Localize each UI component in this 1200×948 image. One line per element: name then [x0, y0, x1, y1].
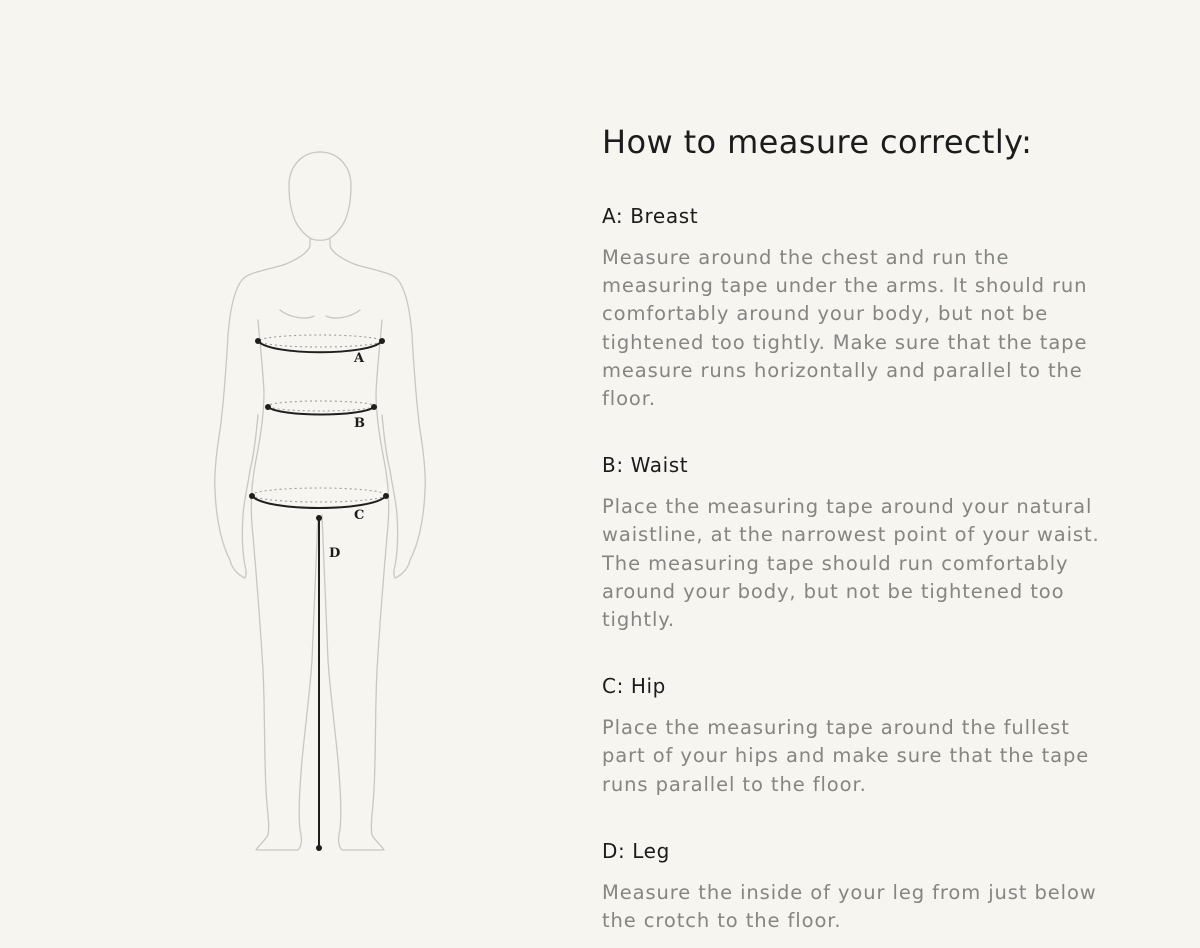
- outline-right-side-leg: [322, 320, 389, 850]
- page-title: How to measure correctly:: [602, 123, 1033, 161]
- section-title-waist: B: Waist: [602, 453, 689, 478]
- waist-tape-front: [268, 407, 374, 415]
- waist-dot-left: [265, 404, 271, 410]
- section-text-hip: Place the measuring tape around the fullest part of your hips and make sure that the tape runs parallel to the floor.: [602, 716, 1090, 796]
- section-title-leg: D: Leg: [602, 838, 670, 863]
- waist-dot-right: [371, 404, 377, 410]
- outline-right-chest: [326, 310, 360, 318]
- hip-dot-left: [249, 493, 255, 499]
- outline-chin: [310, 238, 330, 240]
- outline-right-torso: [320, 152, 425, 578]
- label-c: C: [354, 508, 365, 523]
- section-title-breast: A: Breast: [602, 204, 699, 228]
- hip-tape-back: [252, 488, 386, 502]
- waist-tape-back: [268, 401, 374, 411]
- outline-left-chest: [280, 310, 314, 318]
- label-d: D: [329, 546, 341, 561]
- section-leg: [602, 837, 1112, 935]
- breast-tape-back: [259, 335, 381, 347]
- section-hip: [602, 672, 1112, 799]
- breast-dot-left: [255, 338, 261, 344]
- section-text-breast: Measure around the chest and run the measuring tape under the arms. It should run comfortably around your body, but not be tightened too tightly. Make sure that the tape measure runs horizontally and parallel to the floor.: [602, 246, 1088, 411]
- section-text-waist: Place the measuring tape around your natural waistline, at the narrowest point of your waist. The measuring tape should run comfortably around your body, but not be tightened too tightly.: [602, 495, 1100, 632]
- measure-instructions: [602, 120, 1112, 935]
- section-breast: [602, 202, 1112, 413]
- section-title-hip: C: Hip: [602, 674, 666, 699]
- outline-left-torso: [215, 152, 320, 578]
- measure-line-b: [265, 401, 377, 431]
- body-measurement-diagram: [150, 130, 490, 870]
- section-text-leg: Measure the inside of your leg from just below the crotch to the floor.: [602, 880, 1097, 933]
- leg-dot-top: [316, 515, 322, 521]
- measure-line-d: [316, 515, 340, 851]
- body-figure-svg: [150, 130, 490, 870]
- leg-dot-bottom: [316, 845, 322, 851]
- label-b: B: [354, 416, 365, 431]
- outline-left-side-leg: [251, 320, 318, 850]
- breast-dot-right: [379, 338, 385, 344]
- hip-tape-front: [252, 496, 386, 508]
- label-a: A: [354, 351, 365, 366]
- hip-dot-right: [383, 493, 389, 499]
- measure-line-a: [255, 335, 385, 366]
- section-waist: [602, 451, 1112, 634]
